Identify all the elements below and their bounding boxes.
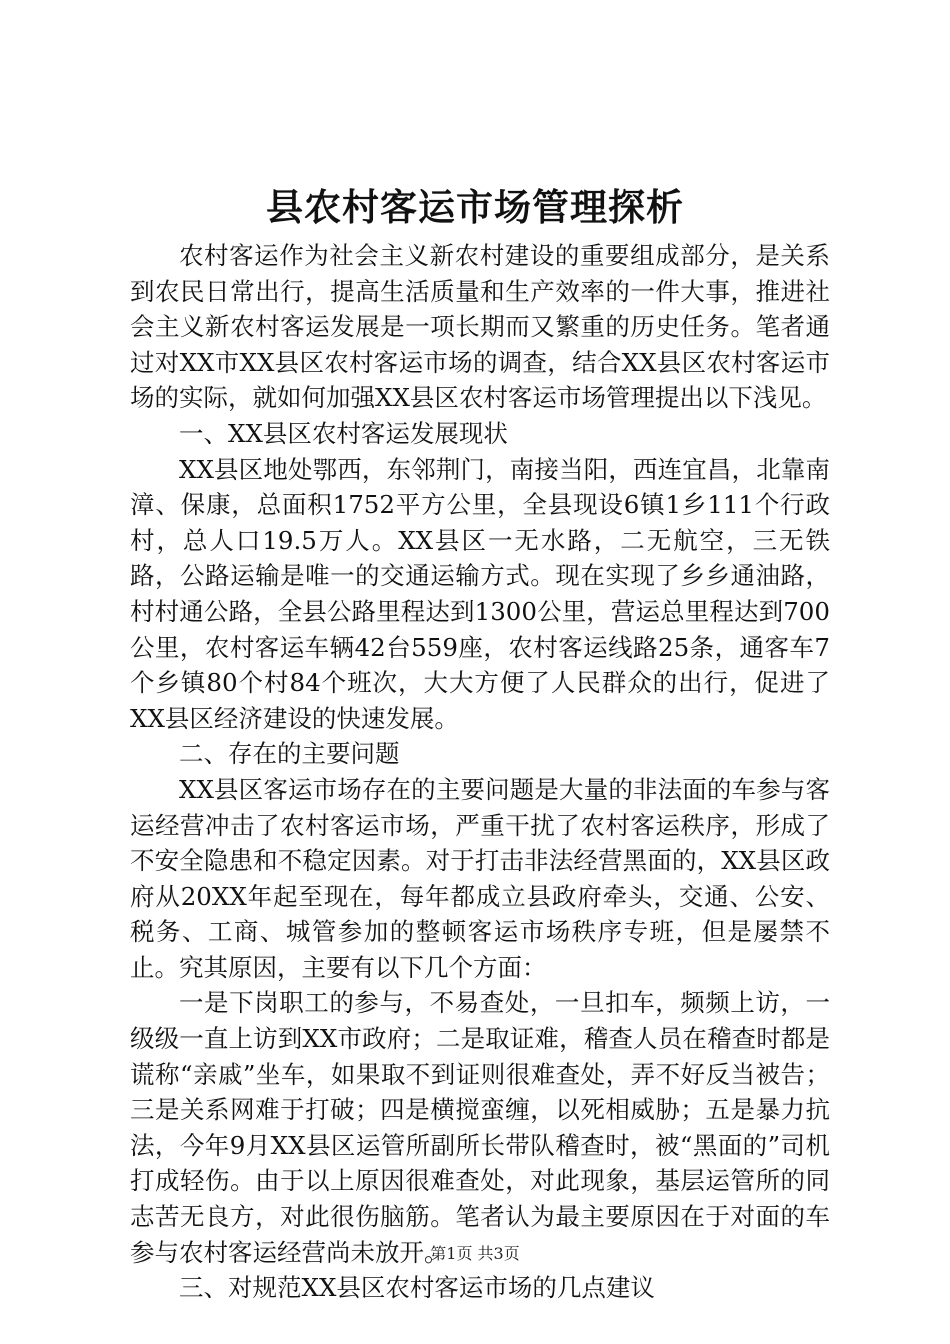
section-heading-status: 一、XX县区农村客运发展现状 [179,418,508,448]
paragraph-problems: XX县区客运市场存在的主要问题是大量的非法面的车参与客运经营冲击了农村客运市场，严重干扰了农村客运秩序，形成了不安全隐患和不稳定因素。对于打击非法经营黑面的，XX县区政府从20XX年起至现在，每年都成立县政府牵头，交通、公安、税务、工商、城管参加的整顿客运市场秩序专班，但是屡禁不止。究其原因，主要有以下几个方面： [130,774,830,982]
document-body [130,238,830,1306]
section-heading-suggestions: 三、对规范XX县区农村客运市场的几点建议 [179,1273,655,1303]
document-title: 县农村客运市场管理探析 [266,185,684,229]
page-number-footer: 第1页 共3页 [430,1244,520,1263]
paragraph-status: XX县区地处鄂西，东邻荆门，南接当阳，西连宜昌，北靠南漳、保康，总面积1752平方公里，全县现设6镇1乡111个行政村，总人口19.5万人。XX县区一无水路，二无航空，三无铁路，公路运输是唯一的交通运输方式。现在实现了乡乡通油路，村村通公路，全县公路里程达到1300公里，营运总里程达到700公里，农村客运车辆42台559座，农村客运线路25条，通客车7个乡镇80个村84个班次，大大方便了人民群众的出行，促进了XX县区经济建设的快速发展。 [130,454,830,733]
section-heading-problems: 二、存在的主要问题 [179,739,400,769]
paragraph-intro: 农村客运作为社会主义新农村建设的重要组成部分，是关系到农民日常出行，提高生活质量和生产效率的一件大事，推进社会主义新农村客运发展是一项长期而又繁重的历史任务。笔者通过对XX市XX县区农村客运市场的调查，结合XX县区农村客运市场的实际，就如何加强XX县区农村客运市场管理提出以下浅见。 [130,241,830,413]
paragraph-reasons: 一是下岗职工的参与，不易查处，一旦扣车，频频上访，一级级一直上访到XX市政府；二是取证难，稽查人员在稽查时都是谎称“亲戚”坐车，如果取不到证则很难查处，弄不好反当被告；三是关系网难于打破；四是横搅蛮缠，以死相威胁；五是暴力抗法，今年9月XX县区运管所副所长带队稽查时，被“黑面的”司机打成轻伤。由于以上原因很难查处，对此现象，基层运管所的同志苦无良方，对此很伤脑筋。笔者认为最主要原因在于对面的车参与农村客运经营尚未放开。 [130,988,830,1267]
